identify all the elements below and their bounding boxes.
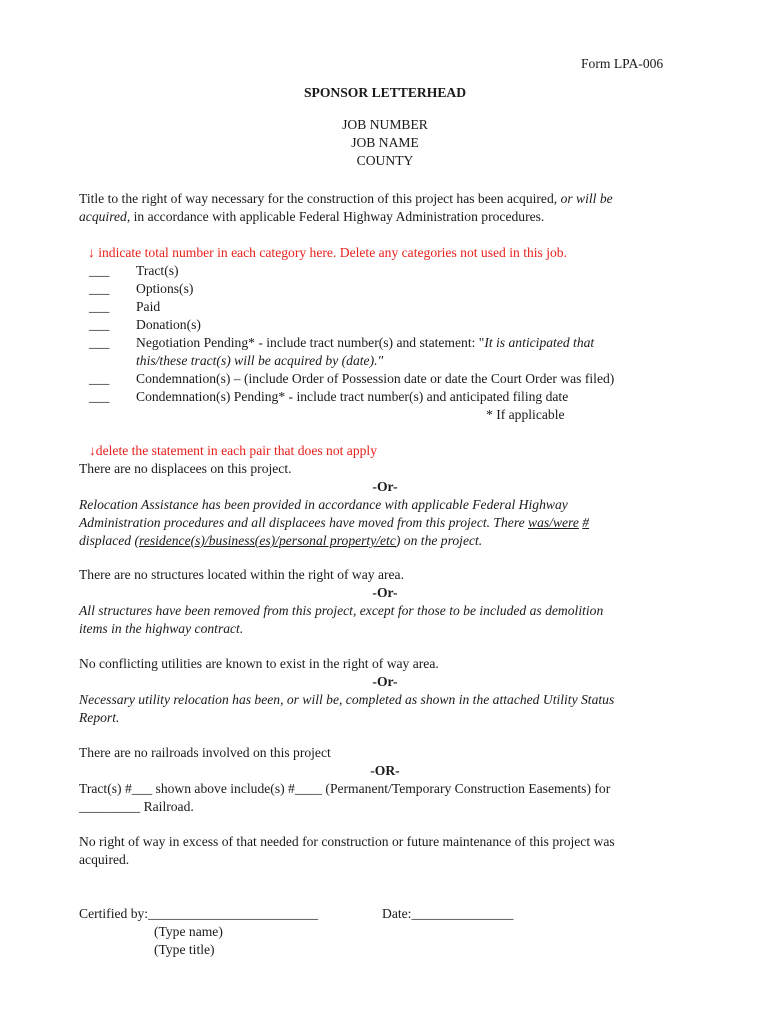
county: COUNTY (356, 153, 414, 168)
if-applicable-note: * If applicable (486, 407, 565, 422)
blank-condemnation-pending: ___ (89, 389, 110, 404)
category-tracts: Tract(s) (136, 263, 179, 278)
structures-line-2: items in the highway contract. (79, 621, 244, 636)
no-railroads: There are no railroads involved on this project (79, 745, 331, 760)
category-condemnation-pending: Condemnation(s) Pending* - include tract number(s) and anticipated filing date (136, 389, 569, 404)
category-negotiation (136, 334, 594, 352)
sponsor-letterhead: SPONSOR LETTERHEAD (303, 85, 467, 100)
blank-paid: ___ (89, 299, 110, 314)
utilities-line-1: Necessary utility relocation has been, or will be, completed as shown in the attached Utility Status (79, 692, 615, 707)
relocation-line-3-end: ) on the project. (395, 533, 483, 548)
pairs-instruction: ↓delete the statement in each pair that does not apply (89, 443, 378, 458)
intro-line-1-italic: or will be (560, 191, 613, 206)
relocation-line-3-start: displaced ( (79, 533, 140, 548)
blank-options: ___ (89, 281, 110, 296)
negotiation-line-2: this/these tract(s) will be acquired by (date)." (136, 353, 384, 368)
displacees-or: -Or- (372, 479, 398, 494)
job-name: JOB NAME (351, 135, 419, 150)
no-structures: There are no structures located within the right of way area. (79, 567, 404, 582)
negotiation-text: Negotiation Pending* - include tract number(s) and statement: " (136, 335, 485, 350)
intro-line-2 (79, 208, 544, 226)
was-were: was/were (528, 515, 579, 530)
job-number: JOB NUMBER (342, 117, 428, 132)
category-condemnation: Condemnation(s) – (include Order of Possession date or date the Court Order was filed) (136, 371, 615, 386)
relocation-line-2 (79, 514, 589, 532)
relocation-line-2-text: Administration procedures and all displacees have moved from this project. There (79, 515, 529, 530)
category-paid: Paid (136, 299, 161, 314)
structures-line-1: All structures have been removed from this project, except for those to be included as demolition (79, 603, 604, 618)
relocation-line-1: Relocation Assistance has been provided in accordance with applicable Federal Highway (79, 497, 568, 512)
structures-or: -Or- (372, 585, 398, 600)
intro-line-1-text: Title to the right of way necessary for the construction of this project has been acquired, (79, 191, 561, 206)
no-utilities: No conflicting utilities are known to exist in the right of way area. (79, 656, 439, 671)
blank-donations: ___ (89, 317, 110, 332)
negotiation-italic: It is anticipated that (484, 335, 595, 350)
railroads-line-2: _________ Railroad. (79, 799, 194, 814)
intro-line-2-text: , in accordance with applicable Federal Highway Administration procedures. (126, 209, 545, 224)
category-donations: Donation(s) (136, 317, 201, 332)
blank-tracts: ___ (89, 263, 110, 278)
utilities-line-2: Report. (79, 710, 120, 725)
intro-line-1 (79, 190, 613, 208)
certified-by-line: Certified by:_________________________ (79, 906, 319, 921)
type-title: (Type title) (154, 942, 215, 957)
excess-line-1: No right of way in excess of that needed for construction or future maintenance of this project was (79, 834, 615, 849)
no-displacees: There are no displacees on this project. (79, 461, 292, 476)
displaced-types: residence(s)/business(es)/personal property/etc (139, 533, 396, 548)
excess-line-2: acquired. (79, 852, 130, 867)
category-instruction: ↓ indicate total number in each category here. Delete any categories not used in this job. (88, 245, 568, 260)
utilities-or: -Or- (372, 674, 398, 689)
date-line: Date:_______________ (382, 906, 514, 921)
blank-negotiation: ___ (89, 335, 110, 350)
intro-line-2-italic: acquired (79, 209, 127, 224)
blank-condemnation: ___ (89, 371, 110, 386)
type-name: (Type name) (154, 924, 223, 939)
railroads-or: -OR- (370, 763, 400, 778)
form-number: Form LPA-006 (581, 56, 664, 71)
railroads-line-1: Tract(s) #___ shown above include(s) #____ (Permanent/Temporary Construction Easements) for (79, 781, 611, 796)
category-options: Options(s) (136, 281, 194, 296)
number-placeholder: # (582, 515, 590, 530)
relocation-line-3 (79, 532, 482, 550)
